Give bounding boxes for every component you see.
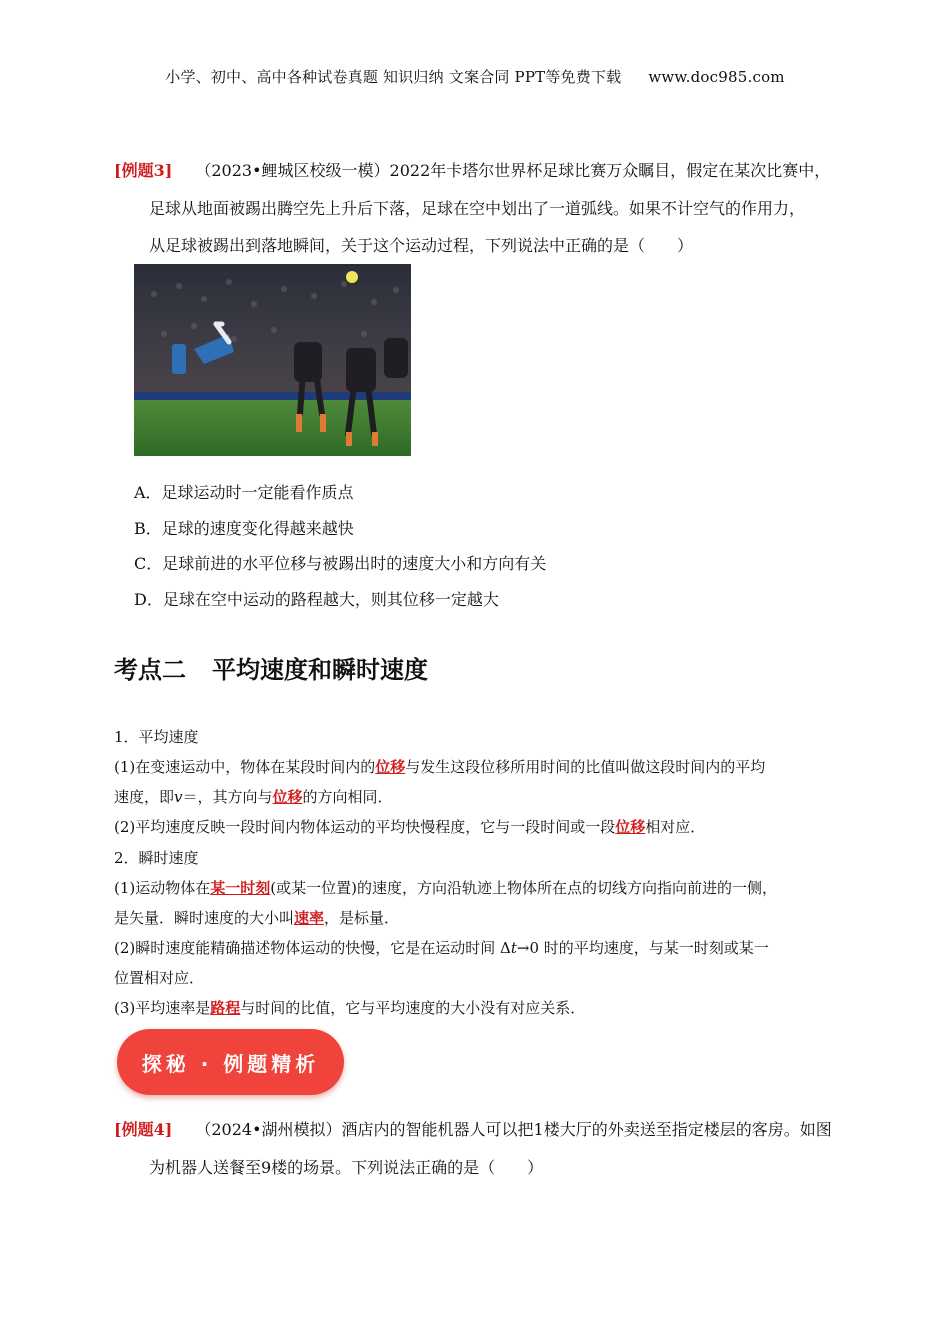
keyword-displacement: 位移 bbox=[615, 818, 646, 836]
heading-instantaneous-velocity: 2．瞬时速度 bbox=[114, 849, 199, 867]
paragraph-2: (2)平均速度反映一段时间内物体运动的平均快慢程度，它与一段时间或一段位移相对应． bbox=[114, 818, 706, 836]
header-text: 小学、初中、高中各种试卷真题 知识归纳 文案合同 PPT等免费下载 bbox=[165, 68, 622, 86]
example-banner-label: 探秘 · 例题精析 bbox=[141, 1052, 320, 1076]
option-c: C．足球前进的水平位移与被踢出时的速度大小和方向有关 bbox=[134, 554, 547, 573]
keyword-speed: 速率 bbox=[294, 909, 325, 927]
example4-tag: [例题4] bbox=[114, 1120, 173, 1139]
section-title: 考点二 平均速度和瞬时速度 bbox=[114, 656, 428, 684]
example-banner bbox=[117, 1029, 344, 1095]
example3-line3: 从足球被踢出到落地瞬间，关于这个运动过程，下列说法中正确的是（ ） bbox=[149, 236, 694, 255]
example3-line2: 足球从地面被踢出腾空先上升后下落，足球在空中划出了一道弧线。如果不计空气的作用力， bbox=[149, 199, 806, 218]
paragraph-5: (3)平均速率是路程与时间的比值，它与平均速度的大小没有对应关系． bbox=[114, 999, 586, 1017]
paragraph-4-line2: 位置相对应． bbox=[114, 969, 205, 987]
option-d: D．足球在空中运动的路程越大，则其位移一定越大 bbox=[134, 590, 499, 609]
paragraph-3-line1: (1)运动物体在某一时刻(或某一位置)的速度，方向沿轨迹上物体所在点的切线方向指向前进的一侧， bbox=[114, 879, 777, 897]
example4-line2: 为机器人送餐至9楼的场景。下列说法正确的是（ ） bbox=[149, 1158, 544, 1177]
soccer-photo bbox=[134, 264, 411, 456]
keyword-distance: 路程 bbox=[210, 999, 241, 1017]
paragraph-3-line2: 是矢量．瞬时速度的大小叫速率，是标量． bbox=[114, 909, 400, 927]
heading-average-velocity: 1．平均速度 bbox=[114, 728, 199, 746]
paragraph-1-line2: 速度，即v＝，其方向与位移的方向相同． bbox=[114, 788, 393, 806]
example3-line1: [例题3] （2023•鲤城区校级一模）2022年卡塔尔世界杯足球比赛万众瞩目，假定在某次比赛中， bbox=[114, 161, 831, 180]
paragraph-1-line1: (1)在变速运动中，物体在某段时间内的位移与发生这段位移所用时间的比值叫做这段时间内的平均 bbox=[114, 758, 766, 776]
keyword-displacement: 位移 bbox=[375, 758, 406, 776]
header-site-link[interactable]: www.doc985.com bbox=[648, 68, 785, 86]
option-a: A．足球运动时一定能看作质点 bbox=[134, 483, 354, 502]
keyword-moment: 某一时刻 bbox=[210, 879, 271, 897]
example4-line1: [例题4] （2024•湖州模拟）酒店内的智能机器人可以把1楼大厅的外卖送至指定楼层的客房。如图 bbox=[114, 1120, 832, 1139]
option-b: B．足球的速度变化得越来越快 bbox=[134, 519, 354, 538]
example3-tag: [例题3] bbox=[114, 161, 173, 180]
page-header bbox=[0, 66, 950, 87]
paragraph-4-line1: (2)瞬时速度能精确描述物体运动的快慢，它是在运动时间 Δt→0 时的平均速度，与某一时刻或某一 bbox=[114, 939, 769, 957]
keyword-displacement: 位移 bbox=[272, 788, 303, 806]
